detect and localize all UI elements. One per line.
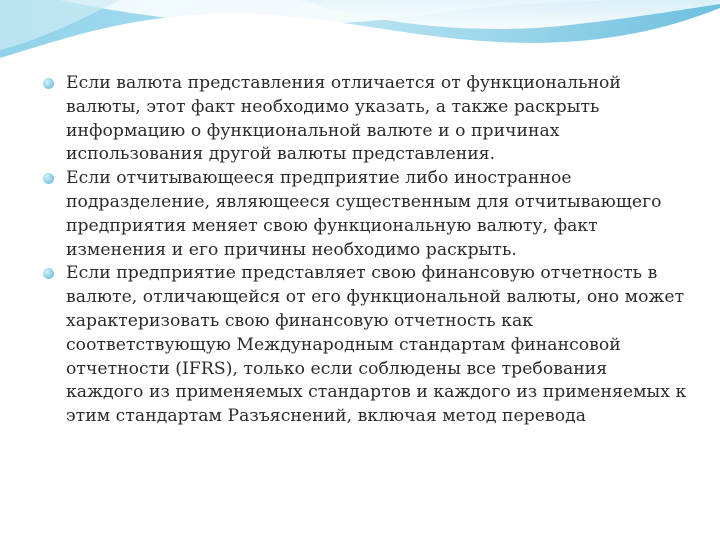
bullet-item <box>40 262 690 429</box>
bullet-text: Если отчитывающееся предприятие либо иностранное подразделение, являющееся существенным для отчитывающего предприятия меняет свою функциональную валюту, факт изменения и его причины необходимо раскрыть. <box>66 168 662 260</box>
header-wave-decoration <box>0 0 720 60</box>
bullet-item <box>40 167 690 262</box>
bullet-list <box>40 72 690 429</box>
bullet-text: Если предприятие представляет свою финансовую отчетность в валюте, отличающейся от его функциональной валюты, оно может характеризовать свою финансовую отчетность как соответствующую Международным стандартам финансовой отчетности (IFRS), только если соблюдены все требования каждого из применяемых стандартов и каждого из применяемых к этим стандартам Разъяснений, включая метод перевода <box>66 263 687 427</box>
circle-bullet-icon <box>43 78 54 89</box>
circle-bullet-icon <box>43 173 54 184</box>
bullet-item <box>40 72 690 167</box>
circle-bullet-icon <box>43 268 54 279</box>
bullet-text: Если валюта представления отличается от функциональной валюты, этот факт необходимо указать, а также раскрыть информацию о функциональной валюте и о причинах использования другой валюты представления. <box>66 73 621 165</box>
